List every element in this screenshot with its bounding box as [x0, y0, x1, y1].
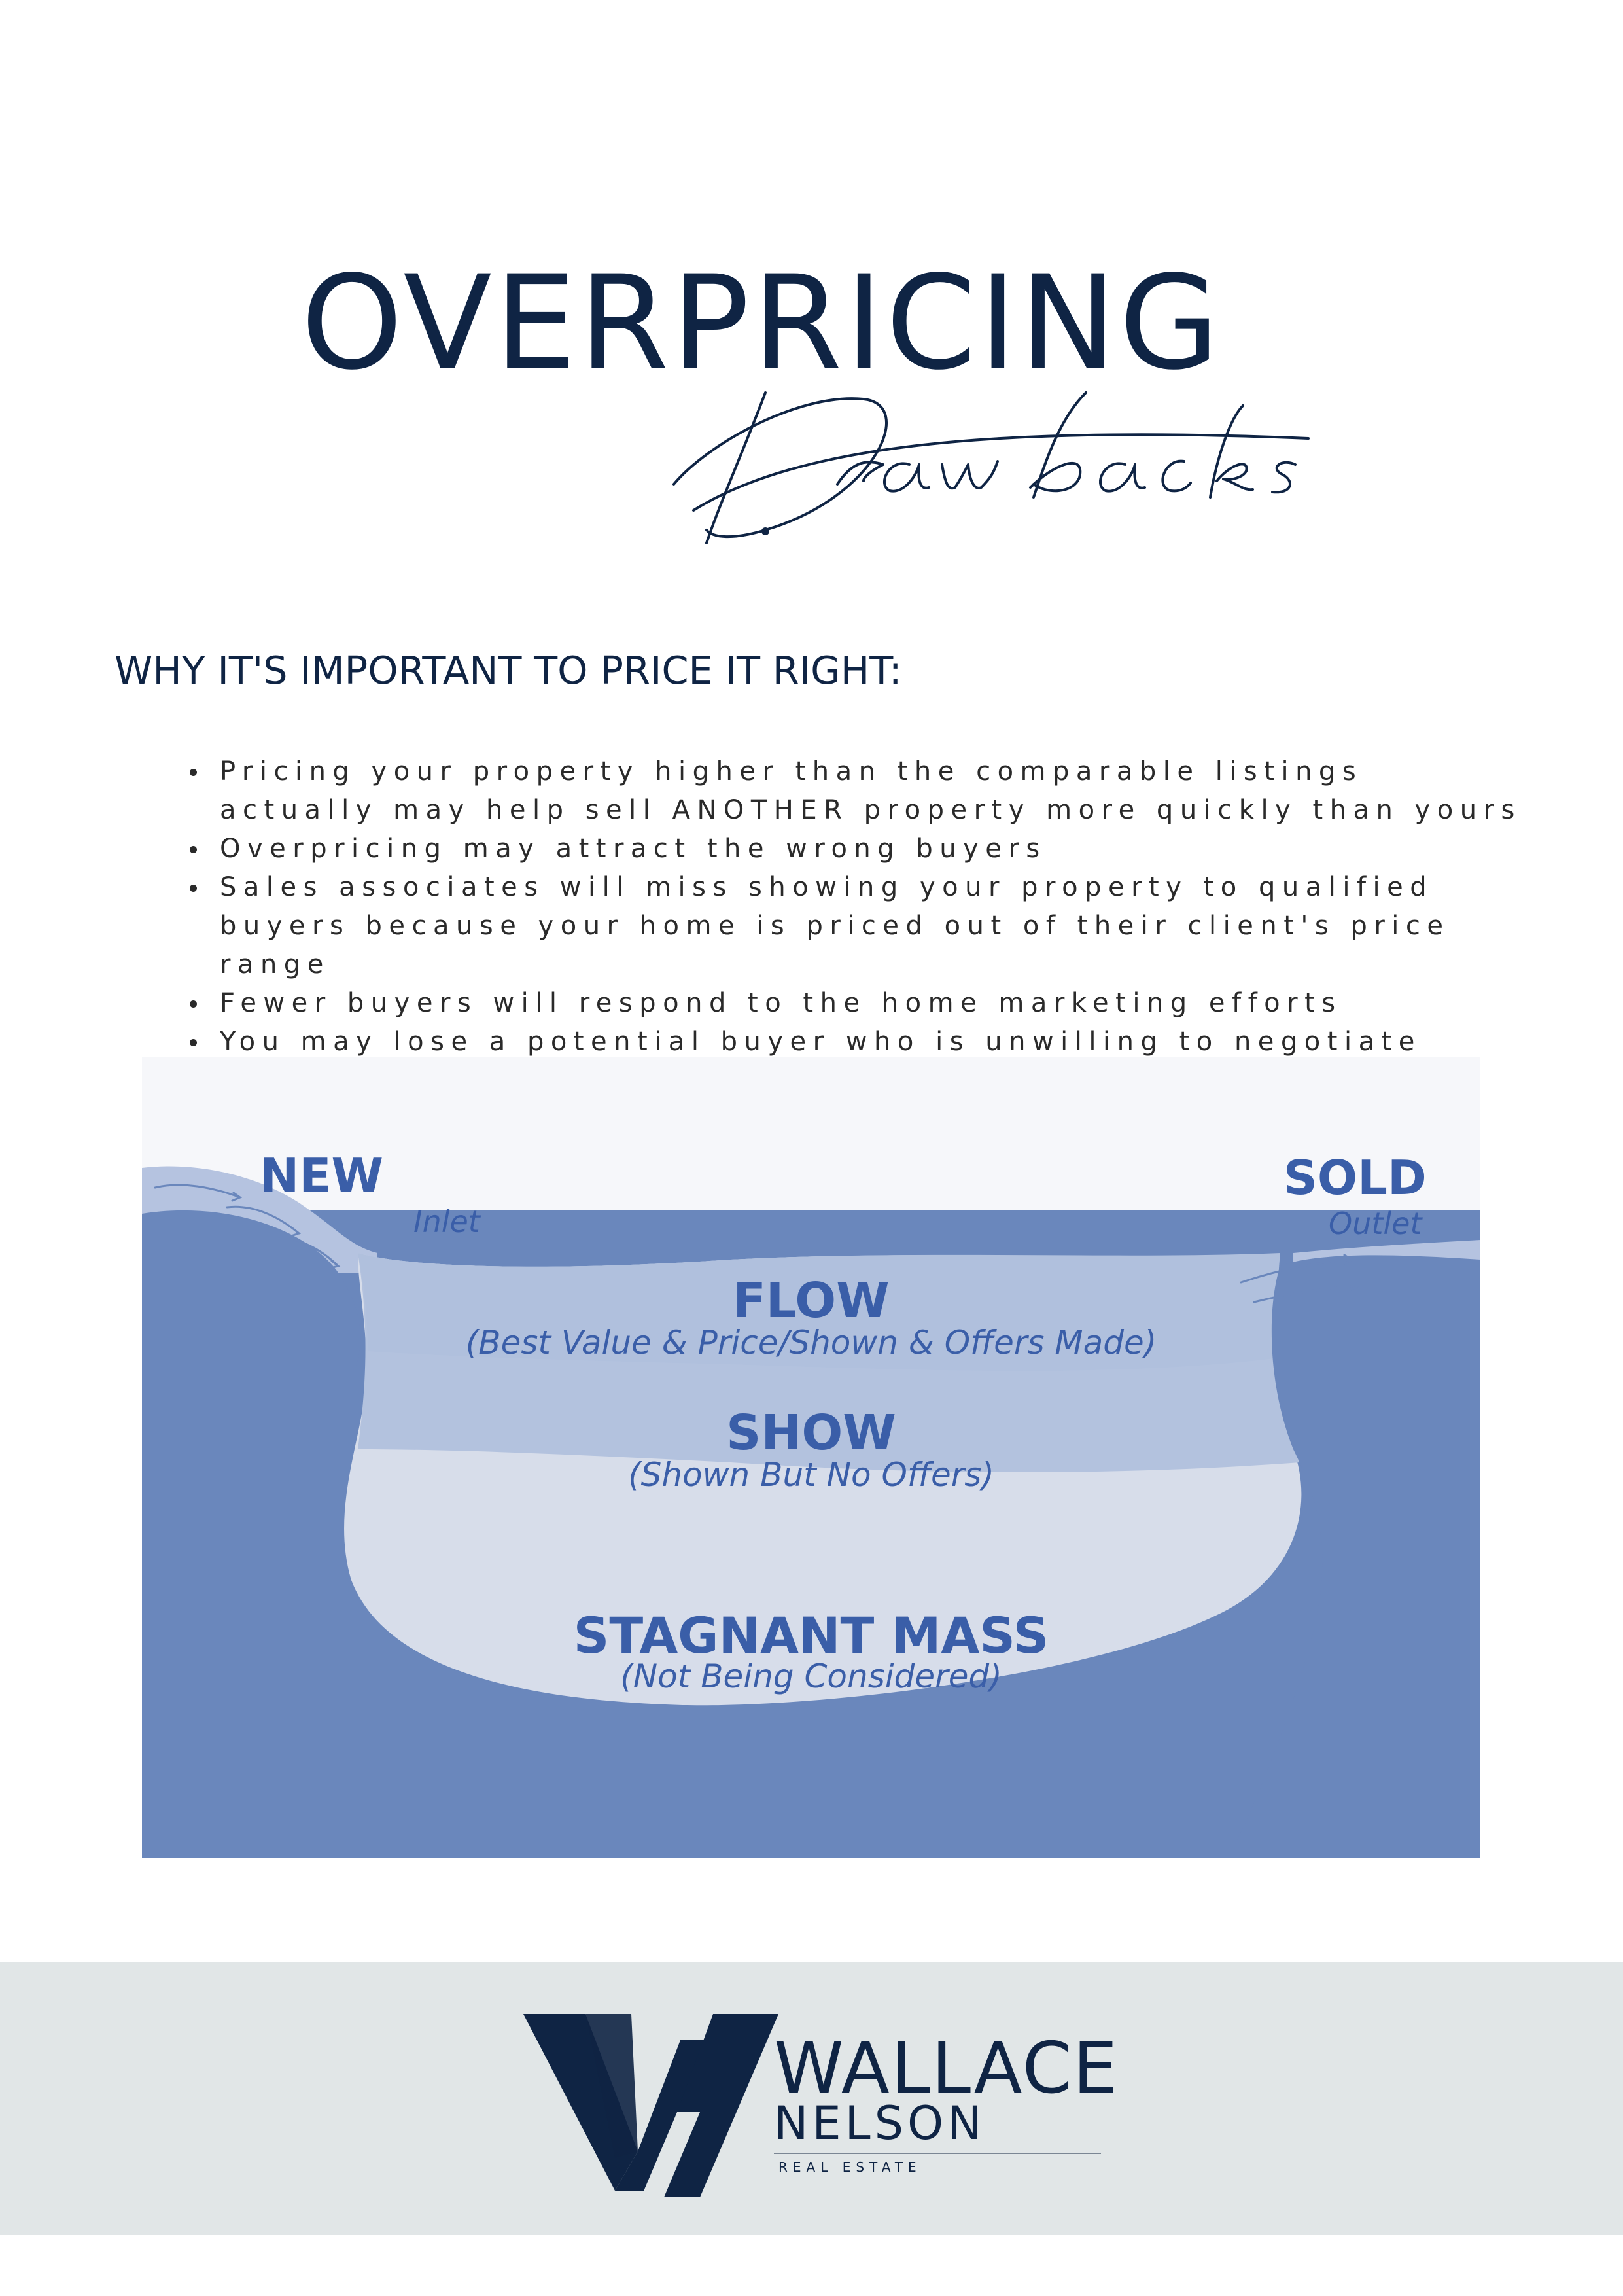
stagnant-label: STAGNANT MASS [573, 1606, 1049, 1665]
show-sublabel: (Shown But No Offers) [628, 1456, 994, 1494]
stagnant-sublabel: (Not Being Considered) [620, 1657, 1002, 1695]
outlet-label: Outlet [1329, 1206, 1422, 1241]
brand-divider [774, 2153, 1101, 2154]
bullet-dot-icon [190, 846, 197, 853]
inlet-label: Inlet [413, 1204, 480, 1239]
drawbacks-script-logo [667, 366, 1321, 563]
list-item: Pricing your property higher than the comparable listings actually may help sell ANOTHER property more quickly than yours [190, 752, 1524, 830]
reasons-list [190, 752, 1524, 1061]
show-label: SHOW [726, 1405, 896, 1461]
bullet-dot-icon [190, 1000, 197, 1008]
footer-band [0, 1962, 1623, 2235]
flow-sublabel: (Best Value & Price/Shown & Offers Made) [465, 1324, 1157, 1362]
sold-label: SOLD [1283, 1150, 1427, 1205]
bullet-dot-icon [190, 885, 197, 892]
page-title: OVERPRICING [301, 247, 1223, 398]
brand-nelson: NELSON [774, 2096, 986, 2150]
list-item: Overpricing may attract the wrong buyers [190, 830, 1524, 868]
market-flow-diagram [142, 1057, 1480, 1858]
new-label: NEW [260, 1148, 383, 1203]
bullet-dot-icon [190, 1039, 197, 1046]
list-item: Sales associates will miss showing your property to qualified buyers because your home is priced out of their client's price range [190, 868, 1524, 984]
list-item: Fewer buyers will respond to the home marketing efforts [190, 984, 1524, 1023]
section-heading: WHY IT'S IMPORTANT TO PRICE IT RIGHT: [114, 648, 902, 693]
flow-label: FLOW [733, 1273, 890, 1329]
wn-monogram-logo [523, 2007, 785, 2197]
brand-wallace: WALLACE [774, 2028, 1119, 2110]
bullet-dot-icon [190, 769, 197, 776]
brand-real-estate: REAL ESTATE [778, 2159, 922, 2175]
list-item: You may lose a potential buyer who is unwilling to negotiate [190, 1023, 1524, 1061]
